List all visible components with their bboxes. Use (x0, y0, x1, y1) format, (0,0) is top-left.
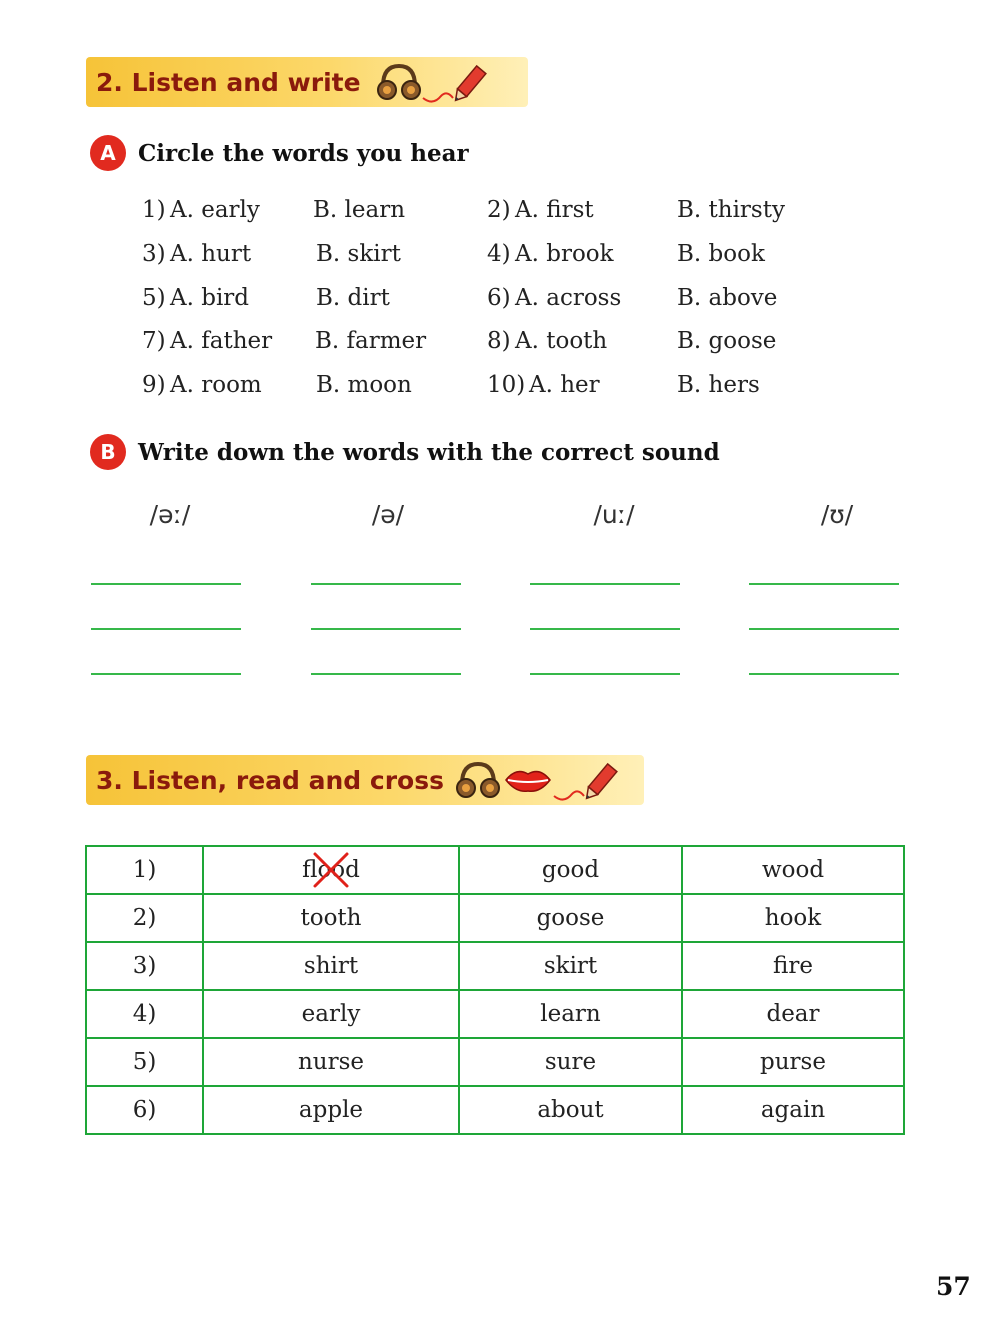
answer-line[interactable] (91, 583, 241, 585)
word-cell[interactable]: fire (682, 942, 904, 990)
answer-line[interactable] (749, 628, 899, 630)
row-number: 4) (86, 990, 203, 1038)
word-cell[interactable] (203, 846, 459, 894)
answer-line[interactable] (530, 673, 680, 675)
item-5-option-b[interactable]: B. dirt (316, 285, 390, 311)
cross-table (85, 845, 905, 1135)
pencil-icon (421, 58, 493, 106)
pencil-icon (552, 756, 624, 804)
item-10-number: 10) (487, 372, 526, 398)
word-cell[interactable]: skirt (459, 942, 682, 990)
word-cell[interactable]: good (459, 846, 682, 894)
table-row (86, 942, 904, 990)
item-7-option-a[interactable]: A. father (170, 328, 273, 354)
word-cell[interactable]: apple (203, 1086, 459, 1134)
row-number: 5) (86, 1038, 203, 1086)
item-9-option-a[interactable]: A. room (170, 372, 262, 398)
item-2-option-a[interactable]: A. first (515, 197, 594, 223)
lips-icon (504, 765, 552, 795)
row-number: 3) (86, 942, 203, 990)
part-b-heading (90, 434, 720, 470)
section-3-title: 3. Listen, read and cross (96, 765, 444, 795)
answer-line[interactable] (91, 628, 241, 630)
item-2-option-b[interactable]: B. thirsty (677, 197, 785, 223)
word-cell[interactable]: wood (682, 846, 904, 894)
answer-line[interactable] (530, 628, 680, 630)
headphones-icon (456, 760, 500, 800)
word-cell[interactable]: tooth (203, 894, 459, 942)
answer-line[interactable] (311, 628, 461, 630)
sound-label-3: /uː/ (593, 500, 635, 529)
item-6-option-a[interactable]: A. across (515, 285, 622, 311)
item-8-number: 8) (487, 328, 511, 354)
word-cell[interactable]: early (203, 990, 459, 1038)
section-2-title: 2. Listen and write (96, 67, 361, 97)
item-5-option-a[interactable]: A. bird (170, 285, 250, 311)
item-1-number: 1) (142, 197, 166, 223)
item-1-option-a[interactable]: A. early (170, 197, 260, 223)
item-3-option-b[interactable]: B. skirt (316, 241, 401, 267)
row-number: 2) (86, 894, 203, 942)
item-9-number: 9) (142, 372, 166, 398)
item-10-option-b[interactable]: B. hers (677, 372, 760, 398)
answer-line[interactable] (530, 583, 680, 585)
answer-line[interactable] (749, 673, 899, 675)
section-3-banner (86, 755, 644, 805)
sound-label-1: /əː/ (149, 500, 191, 529)
word-cell[interactable]: hook (682, 894, 904, 942)
row-number: 1) (86, 846, 203, 894)
part-b-title: Write down the words with the correct sound (138, 438, 720, 466)
word-cell[interactable]: nurse (203, 1038, 459, 1086)
table-row (86, 846, 904, 894)
item-9-option-b[interactable]: B. moon (316, 372, 412, 398)
word-cell[interactable]: about (459, 1086, 682, 1134)
item-6-option-b[interactable]: B. above (677, 285, 778, 311)
row-number: 6) (86, 1086, 203, 1134)
table-row (86, 990, 904, 1038)
table-row (86, 1086, 904, 1134)
item-5-number: 5) (142, 285, 166, 311)
table-row (86, 1038, 904, 1086)
answer-line[interactable] (91, 673, 241, 675)
word-cell[interactable]: goose (459, 894, 682, 942)
item-7-number: 7) (142, 328, 166, 354)
red-x-mark-icon (309, 850, 353, 890)
part-a-heading (90, 135, 469, 171)
table-row (86, 894, 904, 942)
item-4-option-b[interactable]: B. book (677, 241, 765, 267)
answer-line[interactable] (749, 583, 899, 585)
item-2-number: 2) (487, 197, 511, 223)
answer-line[interactable] (311, 583, 461, 585)
item-10-option-a[interactable]: A. her (529, 372, 600, 398)
sound-label-2: /ə/ (371, 500, 405, 529)
part-a-badge: A (90, 135, 126, 171)
part-a-title: Circle the words you hear (138, 139, 469, 167)
word-cell[interactable]: sure (459, 1038, 682, 1086)
word-cell[interactable]: dear (682, 990, 904, 1038)
word-cell[interactable]: purse (682, 1038, 904, 1086)
word-cell[interactable]: learn (459, 990, 682, 1038)
item-3-number: 3) (142, 241, 166, 267)
word-cell[interactable]: shirt (203, 942, 459, 990)
section-2-banner (86, 57, 528, 107)
item-4-option-a[interactable]: A. brook (515, 241, 614, 267)
item-8-option-a[interactable]: A. tooth (515, 328, 608, 354)
word-text: flood (302, 857, 360, 883)
sound-label-4: /ʊ/ (820, 500, 854, 529)
item-8-option-b[interactable]: B. goose (677, 328, 777, 354)
headphones-icon (377, 62, 421, 102)
part-b-badge: B (90, 434, 126, 470)
answer-line[interactable] (311, 673, 461, 675)
crossed-word[interactable] (302, 857, 360, 883)
item-7-option-b[interactable]: B. farmer (315, 328, 427, 354)
item-3-option-a[interactable]: A. hurt (170, 241, 252, 267)
word-cell[interactable]: again (682, 1086, 904, 1134)
item-4-number: 4) (487, 241, 511, 267)
item-6-number: 6) (487, 285, 511, 311)
page-number: 57 (936, 1272, 971, 1301)
item-1-option-b[interactable]: B. learn (313, 197, 406, 223)
